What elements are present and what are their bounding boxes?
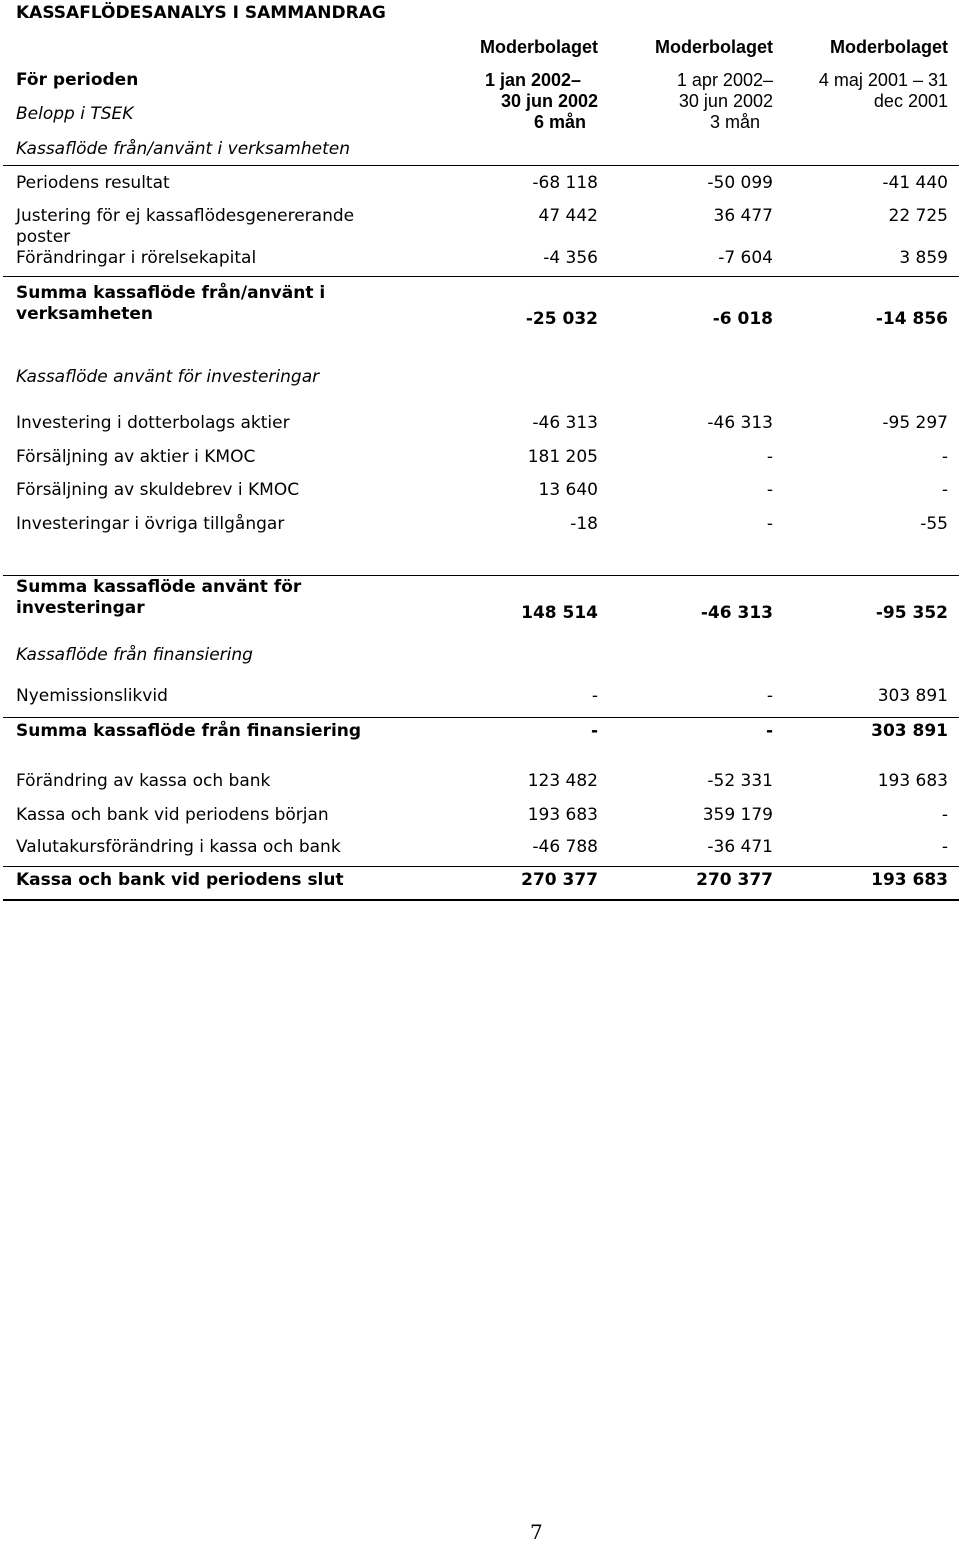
- total-value: -6 018: [712, 309, 773, 329]
- total-label: Summa kassaflöde från finansiering: [16, 721, 362, 741]
- total-value: 193 683: [871, 870, 948, 890]
- row-value: 193 683: [527, 805, 598, 825]
- column-period-2-line1: 1 apr 2002–: [676, 70, 773, 90]
- column-period-1-line1: 1 jan 2002–: [484, 70, 582, 90]
- row-value: 123 482: [527, 771, 598, 791]
- column-period-2-line2: 30 jun 2002: [678, 91, 773, 111]
- row-value: 36 477: [713, 206, 773, 226]
- row-label: Nyemissionslikvid: [16, 686, 168, 706]
- row-label: Försäljning av skuldebrev i KMOC: [16, 480, 300, 500]
- total-label: Summa kassaflöde använt för: [16, 577, 302, 597]
- row-value: -: [591, 686, 598, 706]
- row-value: -46 313: [707, 413, 773, 433]
- total-value: 303 891: [871, 721, 948, 741]
- row-label: Försäljning av aktier i KMOC: [16, 447, 256, 467]
- row-value: -95 297: [882, 413, 948, 433]
- row-value: -68 118: [532, 173, 598, 193]
- total-value: -: [590, 721, 598, 741]
- divider: [3, 866, 959, 867]
- column-company-2: Moderbolaget: [654, 37, 773, 57]
- page-number: 7: [530, 1520, 543, 1544]
- row-label: Periodens resultat: [16, 173, 170, 193]
- total-value: -25 032: [525, 309, 598, 329]
- row-label-continued: poster: [16, 227, 71, 247]
- divider: [3, 276, 959, 277]
- row-value: -46 313: [532, 413, 598, 433]
- row-label: Investeringar i övriga tillgångar: [16, 514, 285, 534]
- total-value: -14 856: [875, 309, 948, 329]
- row-value: -50 099: [707, 173, 773, 193]
- total-value: 270 377: [521, 870, 598, 890]
- row-label: Investering i dotterbolags aktier: [16, 413, 290, 433]
- total-value: -: [765, 721, 773, 741]
- row-value: -55: [920, 514, 948, 534]
- total-value: -95 352: [875, 603, 948, 623]
- divider: [3, 575, 959, 576]
- row-value: -: [766, 686, 773, 706]
- row-value: -7 604: [718, 248, 773, 268]
- divider: [3, 717, 959, 718]
- row-value: -52 331: [707, 771, 773, 791]
- total-value: 148 514: [521, 603, 598, 623]
- column-company-3: Moderbolaget: [829, 37, 948, 57]
- column-period-1-line3: 6 mån: [533, 112, 586, 132]
- column-period-3-line1: 4 maj 2001 – 31: [818, 70, 948, 90]
- row-value: -18: [570, 514, 598, 534]
- column-period-2-line3: 3 mån: [709, 112, 760, 132]
- row-label: Valutakursförändring i kassa och bank: [16, 837, 341, 857]
- amount-unit-label: Belopp i TSEK: [16, 104, 134, 124]
- row-value: 359 179: [702, 805, 773, 825]
- total-value: -46 313: [700, 603, 773, 623]
- column-period-3-line2: dec 2001: [873, 91, 948, 111]
- row-value: -36 471: [707, 837, 773, 857]
- row-value: 3 859: [899, 248, 948, 268]
- divider: [3, 899, 959, 901]
- row-value: -: [941, 480, 948, 500]
- financing-heading: Kassaflöde från finansiering: [16, 645, 253, 665]
- total-value: 270 377: [696, 870, 773, 890]
- divider: [3, 165, 959, 166]
- total-label: Summa kassaflöde från/använt i: [16, 283, 326, 303]
- total-label: Kassa och bank vid periodens slut: [16, 870, 344, 890]
- row-label: Justering för ej kassaflödesgenererande: [16, 206, 355, 226]
- row-value: 193 683: [877, 771, 948, 791]
- row-value: -: [941, 837, 948, 857]
- row-value: 22 725: [888, 206, 948, 226]
- row-value: 303 891: [877, 686, 948, 706]
- row-value: 181 205: [527, 447, 598, 467]
- row-label: Kassa och bank vid periodens början: [16, 805, 329, 825]
- row-value: 47 442: [538, 206, 598, 226]
- row-value: -41 440: [882, 173, 948, 193]
- column-company-1: Moderbolaget: [479, 37, 598, 57]
- total-label-continued: verksamheten: [16, 304, 153, 324]
- for-period-label: För perioden: [16, 70, 139, 90]
- row-value: -: [766, 447, 773, 467]
- row-value: -46 788: [532, 837, 598, 857]
- total-label-continued: investeringar: [16, 598, 145, 618]
- row-value: -: [766, 480, 773, 500]
- column-period-1-line2: 30 jun 2002: [500, 91, 598, 111]
- row-label: Förändring av kassa och bank: [16, 771, 271, 791]
- row-value: -: [941, 447, 948, 467]
- row-value: -4 356: [543, 248, 598, 268]
- operating-heading: Kassaflöde från/använt i verksamheten: [16, 139, 350, 159]
- row-label: Förändringar i rörelsekapital: [16, 248, 257, 268]
- row-value: -: [941, 805, 948, 825]
- investing-heading: Kassaflöde använt för investeringar: [16, 367, 320, 387]
- page-title: KASSAFLÖDESANALYS I SAMMANDRAG: [16, 3, 386, 23]
- row-value: -: [766, 514, 773, 534]
- row-value: 13 640: [538, 480, 598, 500]
